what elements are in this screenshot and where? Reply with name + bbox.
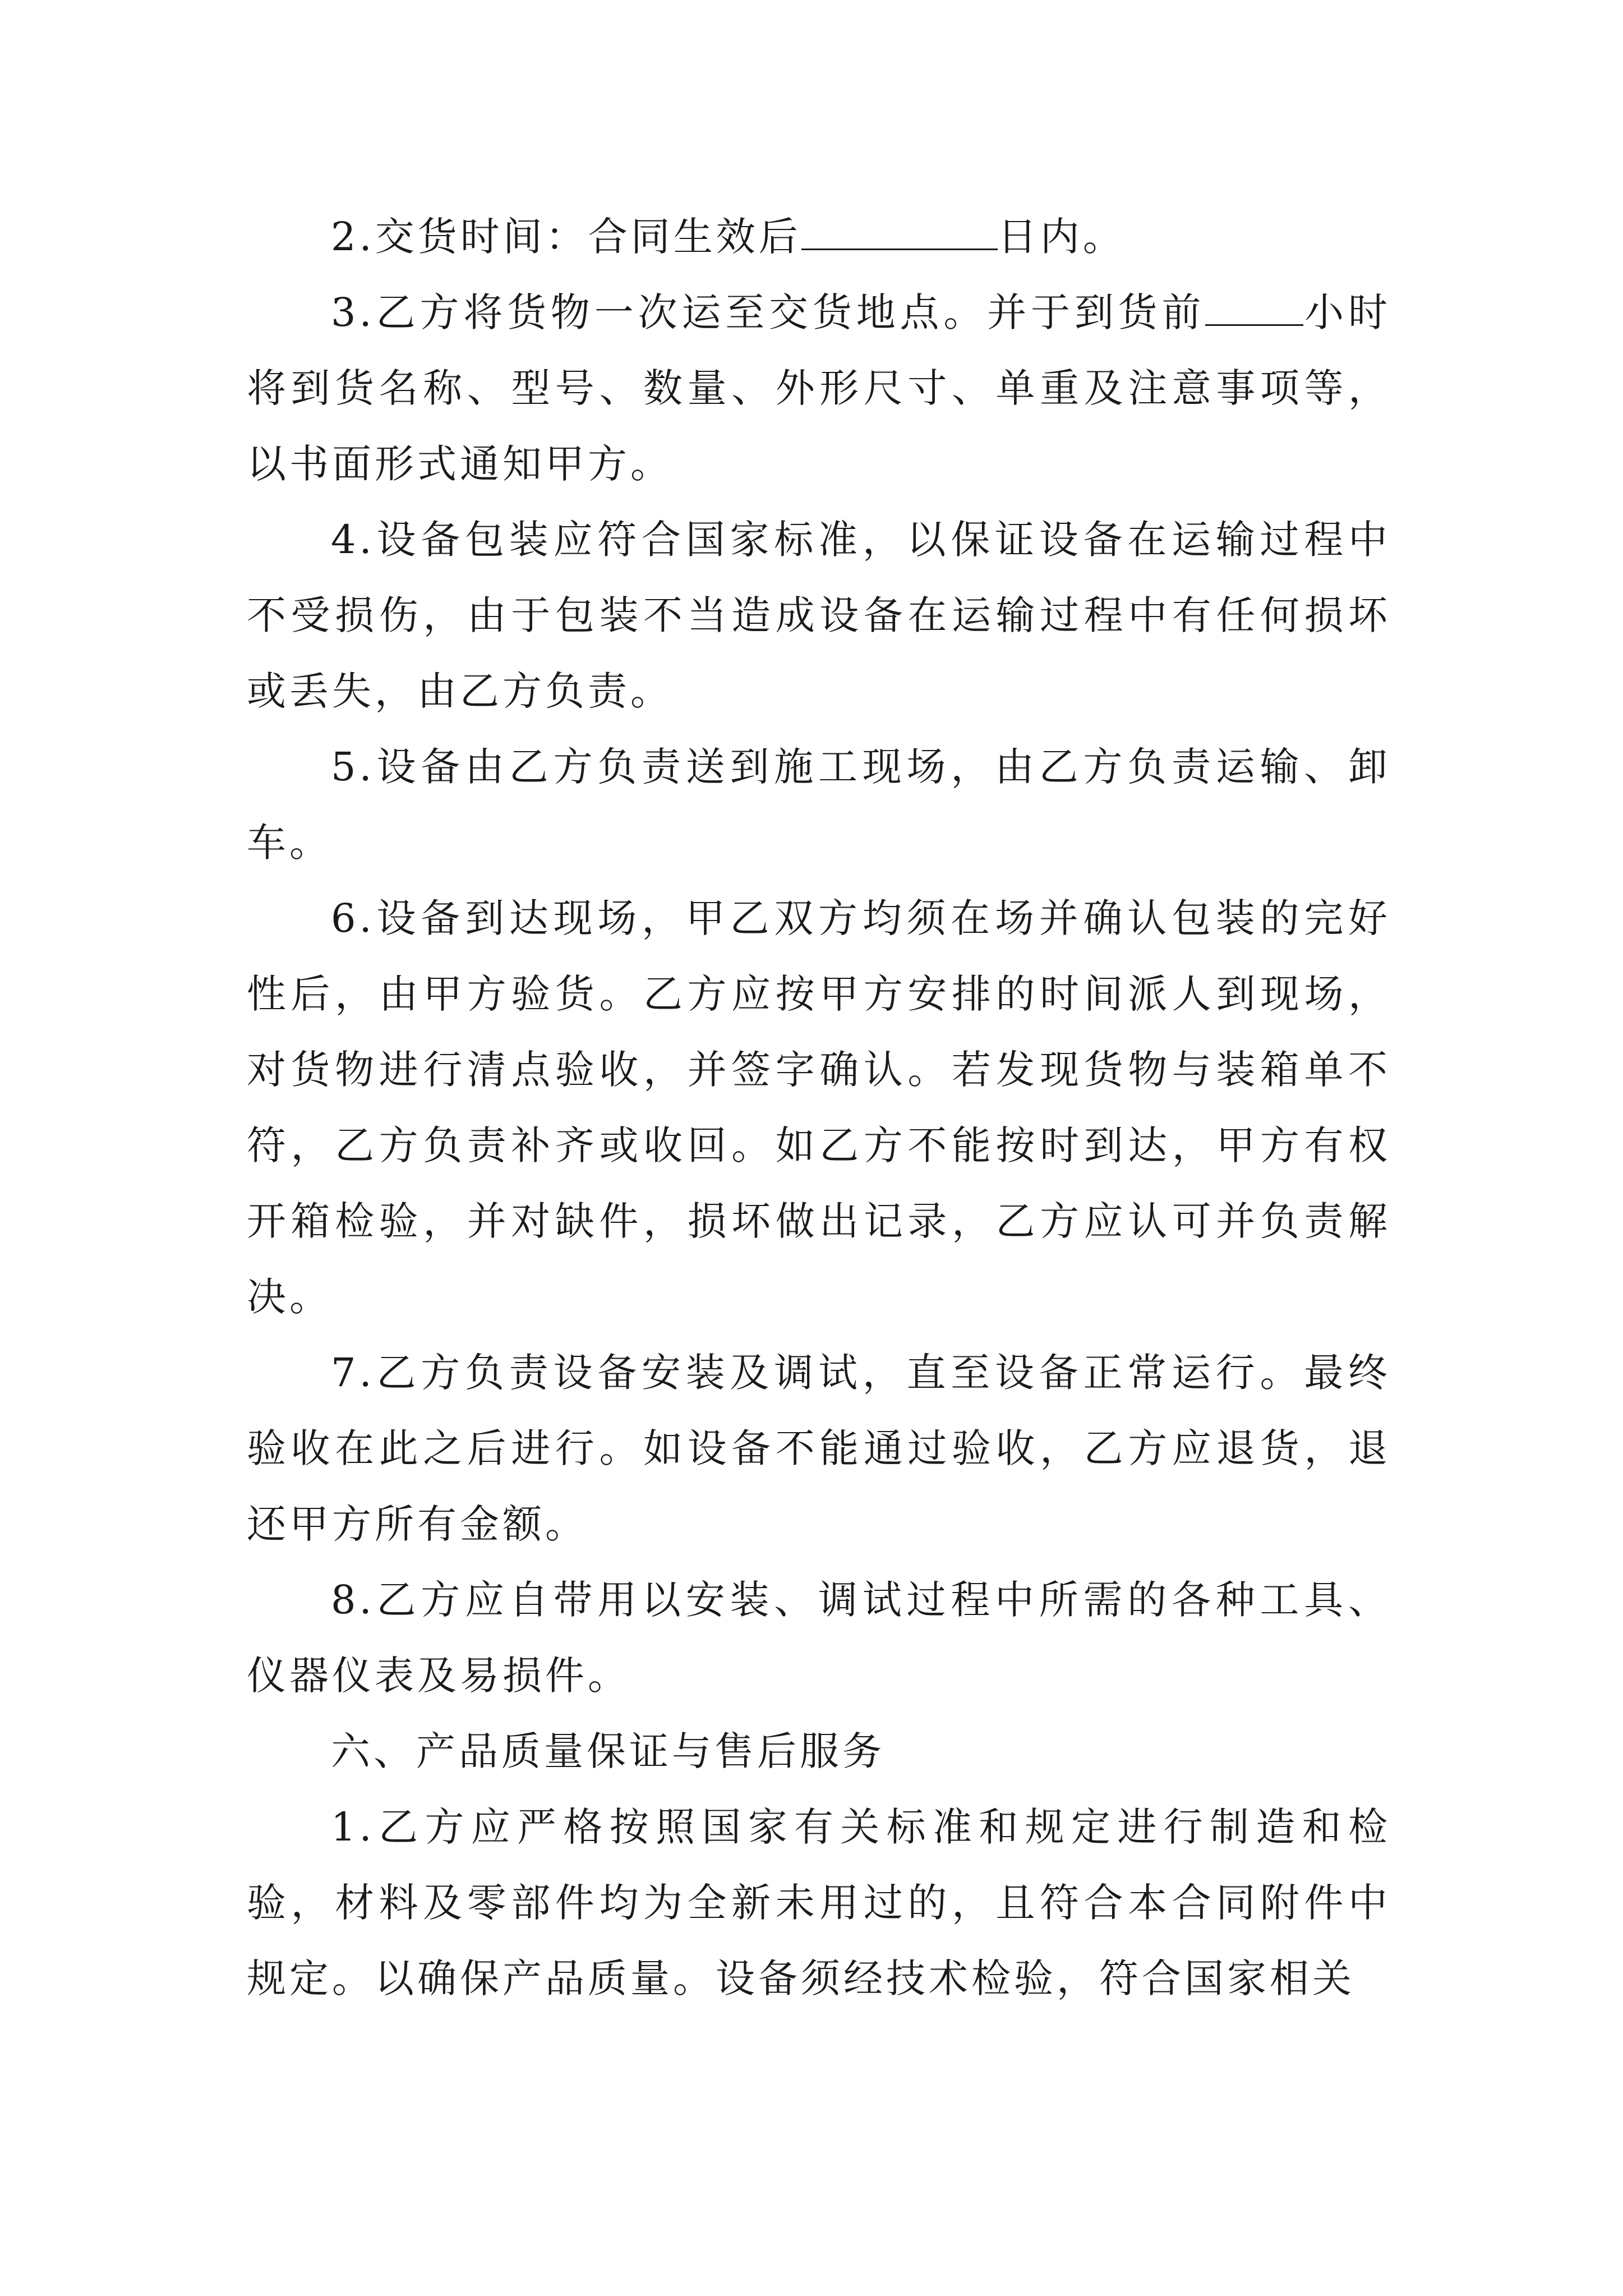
clause-delivery-notice	[247, 275, 1391, 502]
clause-tools: 8.乙方应自带用以安装、调试过程中所需的各种工具、仪器仪表及易损件。	[247, 1577, 1391, 1699]
document-body	[247, 199, 1391, 2017]
blank-field-days	[801, 209, 998, 250]
clause-text: 2.交货时间：合同生效后	[331, 214, 801, 260]
clause-inspection: 6.设备到达现场，甲乙双方均须在场并确认包装的完好性后，由甲方验货。乙方应按甲方安排的时间派人到现场，对货物进行清点验收，并签字确认。若发现货物与装箱单不符，乙方负责补齐或收回。如乙方不能按时到达，甲方有权开箱检验，并对缺件，损坏做出记录，乙方应认可并负责解决。	[247, 895, 1391, 1320]
blank-field-hours	[1205, 285, 1303, 326]
clause-delivery-time	[247, 199, 1391, 275]
clause-installation: 7.乙方负责设备安装及调试，直至设备正常运行。最终验收在此之后进行。如设备不能通过验收，乙方应退货，退还甲方所有金额。	[247, 1350, 1391, 1547]
clause-quality: 1.乙方应严格按照国家有关标准和规定进行制造和检验，材料及零部件均为全新未用过的，且符合本合同附件中规定。以确保产品质量。设备须经技术检验，符合国家相关	[247, 1804, 1391, 2001]
clause-text: 小时将到货名称、型号、数量、外形尺寸、单重及注意事项等，以书面形式通知甲方。	[247, 289, 1391, 487]
clause-text: 日内。	[997, 214, 1126, 260]
section-heading: 六、产品质量保证与售后服务	[331, 1728, 885, 1774]
clause-transport: 5.设备由乙方负责送到施工现场，由乙方负责运输、卸车。	[247, 744, 1391, 866]
clause-packaging: 4.设备包装应符合国家标准，以保证设备在运输过程中不受损伤，由于包装不当造成设备在运输过程中有任何损坏或丢失，由乙方负责。	[247, 517, 1391, 714]
clause-text: 3.乙方将货物一次运至交货地点。并于到货前	[331, 289, 1206, 335]
